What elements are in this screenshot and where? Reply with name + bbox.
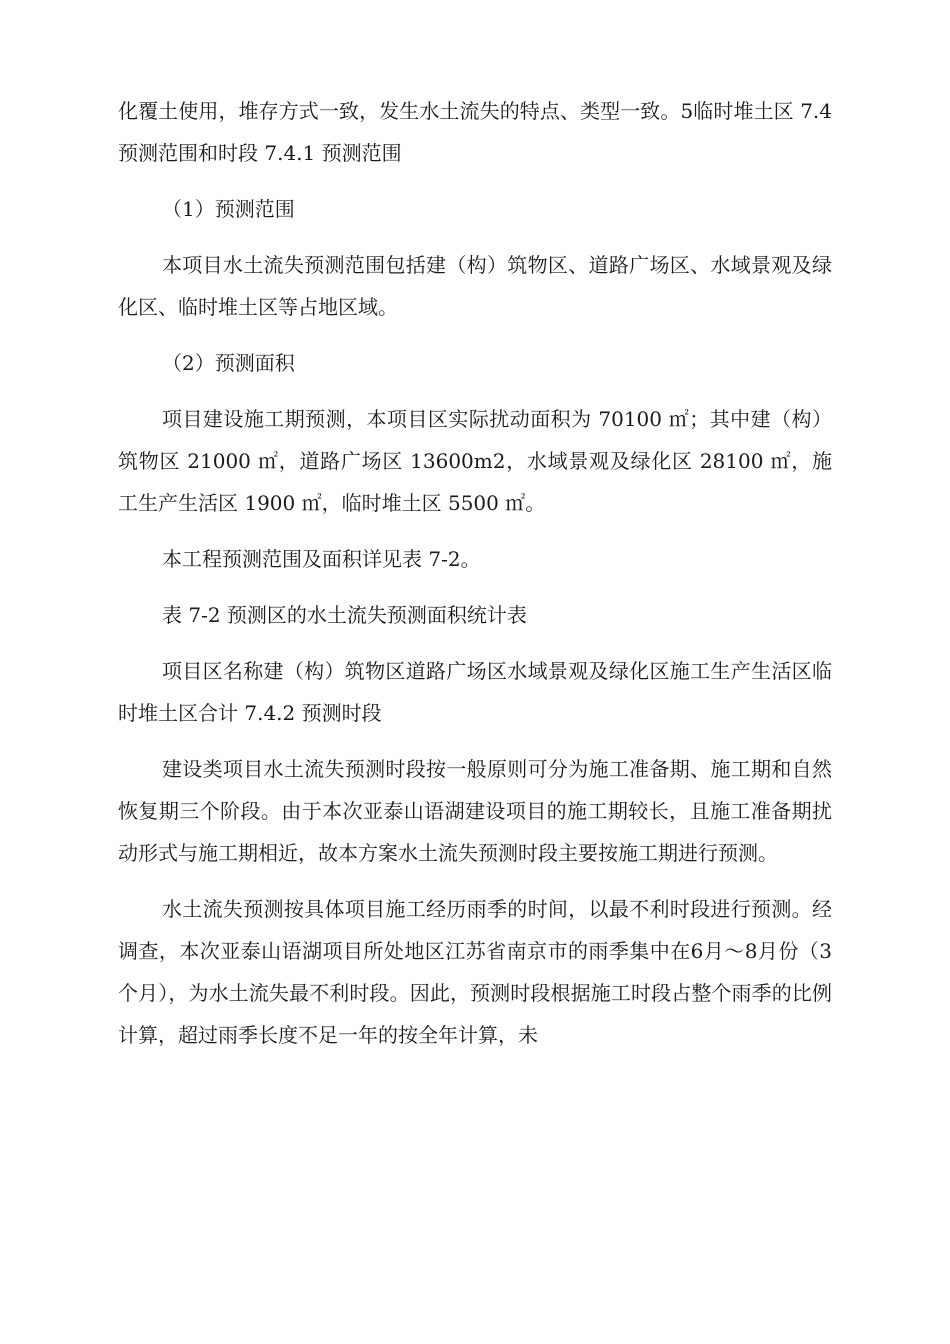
heading-prediction-scope: （1）预测范围: [162, 197, 295, 221]
paragraph-rainy-season: 水土流失预测按具体项目施工经历雨季的时间，以最不利时段进行预测。经调查，本次亚泰山语湖项目所处地区江苏省南京市的雨季集中在6月～8月份（3个月），为水土流失最不利时段。因此，预测时段根据施工时段占整个雨季的比例计算，超过雨季长度不足一年的按全年计算，未: [118, 897, 832, 1047]
heading-prediction-area: （2）预测面积: [162, 351, 295, 375]
paragraph-continuation: 化覆土使用，堆存方式一致，发生水土流失的特点、类型一致。5临时堆土区 7.4 预测范围和时段 7.4.1 预测范围: [118, 99, 832, 165]
paragraph-prediction-period: 建设类项目水土流失预测时段按一般原则可分为施工准备期、施工期和自然恢复期三个阶段。由于本次亚泰山语湖建设项目的施工期较长，且施工准备期扰动形式与施工期相近，故本方案水土流失预测时段主要按施工期进行预测。: [118, 757, 832, 865]
table-header-row: 项目区名称建（构）筑物区道路广场区水域景观及绿化区施工生产生活区临时堆土区合计 7.4.2 预测时段: [118, 659, 832, 725]
document-page: [118, 90, 832, 1056]
paragraph-prediction-scope: 本项目水土流失预测范围包括建（构）筑物区、道路广场区、水域景观及绿化区、临时堆土区等占地区域。: [118, 253, 832, 319]
table-caption: 表 7-2 预测区的水土流失预测面积统计表: [162, 603, 527, 627]
paragraph-prediction-area: 项目建设施工期预测，本项目区实际扰动面积为 70100 ㎡；其中建（构）筑物区 21000 ㎡，道路广场区 13600m2，水域景观及绿化区 28100 ㎡，施工生产生活区 1900 ㎡，临时堆土区 5500 ㎡。: [118, 407, 832, 515]
paragraph-table-reference: 本工程预测范围及面积详见表 7-2。: [162, 547, 481, 571]
